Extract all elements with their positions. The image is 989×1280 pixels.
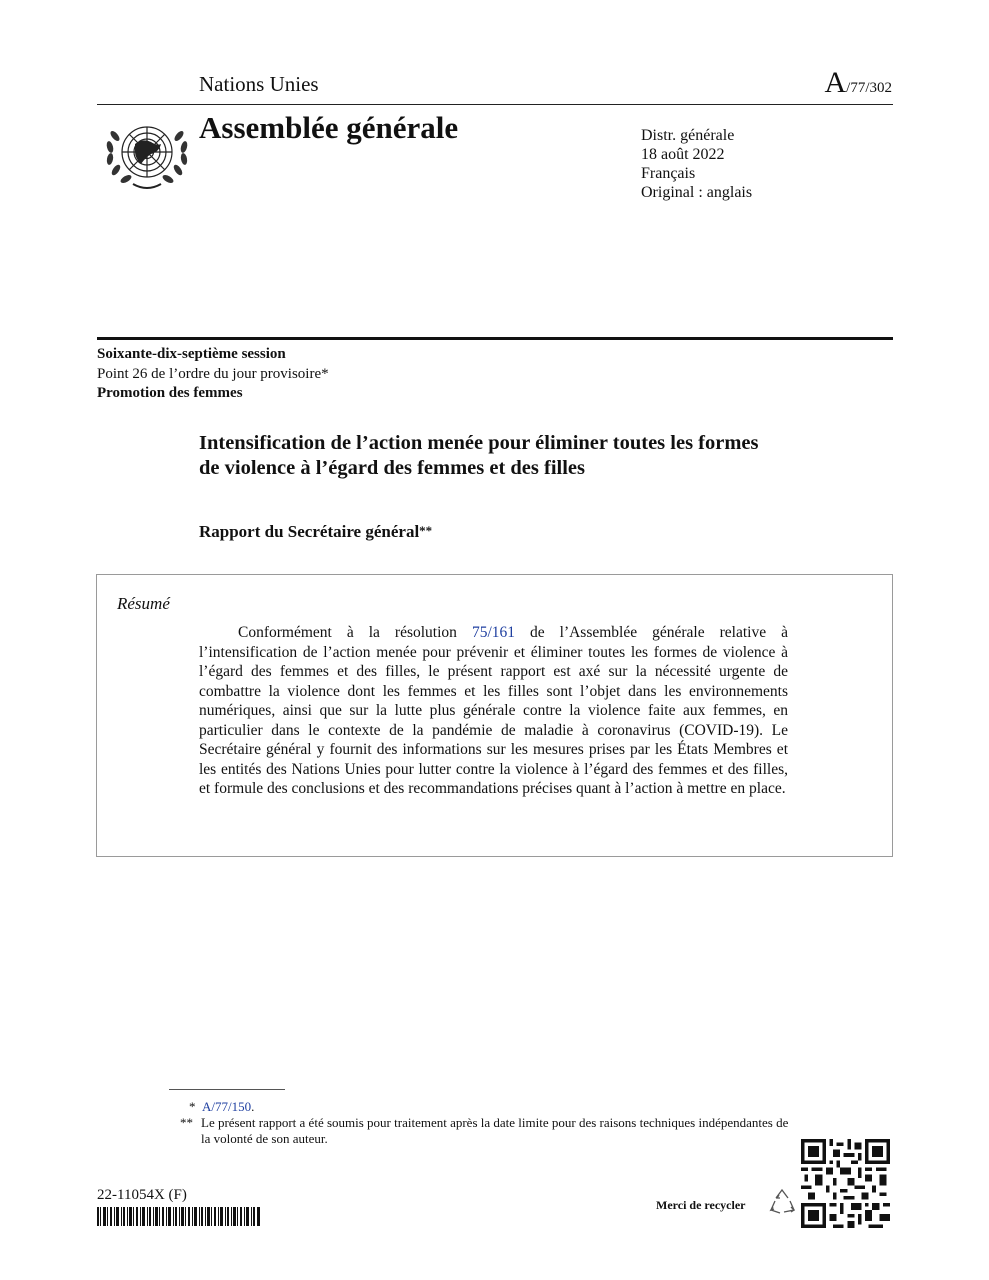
original-language: Original : anglais bbox=[641, 184, 753, 201]
report-label: Rapport du Secrétaire général bbox=[199, 522, 420, 541]
footnote-1-mark: * bbox=[189, 1099, 196, 1114]
summary-heading: Résumé bbox=[117, 594, 170, 613]
footnote-2-mark: ** bbox=[180, 1115, 193, 1130]
footnote-2-text: Le présent rapport a été soumis pour traitement après la date limite pour des raisons techniques indépendantes de la volonté de son auteur. bbox=[201, 1115, 789, 1146]
footnote-1-link[interactable]: A/77/150 bbox=[202, 1099, 252, 1114]
session-block bbox=[97, 345, 329, 404]
document-number: 22-11054X (F) bbox=[97, 1187, 187, 1203]
org-name: Nations Unies bbox=[199, 72, 319, 96]
symbol-number: /77/302 bbox=[846, 80, 892, 96]
document-language: Français bbox=[641, 165, 696, 182]
agenda-point: Point 26 de l’ordre du jour provisoire* bbox=[97, 365, 329, 382]
assembly-title: Assemblée générale bbox=[199, 110, 459, 145]
document-symbol bbox=[824, 66, 892, 100]
summary-text bbox=[199, 623, 788, 799]
distribution-block bbox=[641, 126, 752, 202]
report-author bbox=[199, 522, 432, 542]
recycle-text: Merci de recycler bbox=[656, 1198, 746, 1212]
footnote-1-tail: . bbox=[251, 1099, 255, 1114]
summary-text-rest: de l’Assemblée générale relative à l’intensification de l’action menée pour prévenir et éliminer toutes les formes de violence à l’égard des femmes et des filles, le présent rapport est axé sur la nécessité urgente de combattre la violence dont les femmes et les filles sont l’objet dans les environnements numériques, ainsi que sur la lutte plus générale contre la violence faite aux femmes, en particulier dans le contexte de la pandémie de maladie à coronavirus (COVID-19). Le Secrétaire général y fournit des informations sur les mesures prises par les États Membres et les entités des Nations Unies pour lutter contre la violence à l’égard des femmes et des filles, et formule des conclusions et des recommandations précises quant à l’action à mettre en place. bbox=[199, 624, 788, 797]
qr-code-icon bbox=[801, 1139, 890, 1228]
footnote-2 bbox=[180, 1115, 790, 1146]
recycle-icon bbox=[766, 1186, 798, 1218]
report-title: Intensification de l’action menée pour éliminer toutes les formes de violence à l’égard des femmes et des filles bbox=[199, 432, 759, 479]
session-divider bbox=[97, 337, 893, 340]
agenda-topic: Promotion des femmes bbox=[97, 385, 243, 401]
session-name: Soixante-dix-septième session bbox=[97, 346, 286, 362]
symbol-prefix: A bbox=[824, 66, 847, 99]
footnote-1 bbox=[189, 1099, 254, 1115]
resolution-link[interactable]: 75/161 bbox=[471, 624, 515, 641]
document-date: 18 août 2022 bbox=[641, 146, 725, 163]
header-divider bbox=[97, 104, 893, 105]
summary-text-start: Conformément à la résolution bbox=[238, 624, 472, 641]
un-emblem-icon bbox=[101, 114, 193, 192]
distribution-type: Distr. générale bbox=[641, 127, 735, 144]
footnote-separator bbox=[169, 1089, 285, 1090]
report-footnote-marker: ** bbox=[419, 523, 433, 538]
barcode-icon bbox=[97, 1207, 260, 1226]
